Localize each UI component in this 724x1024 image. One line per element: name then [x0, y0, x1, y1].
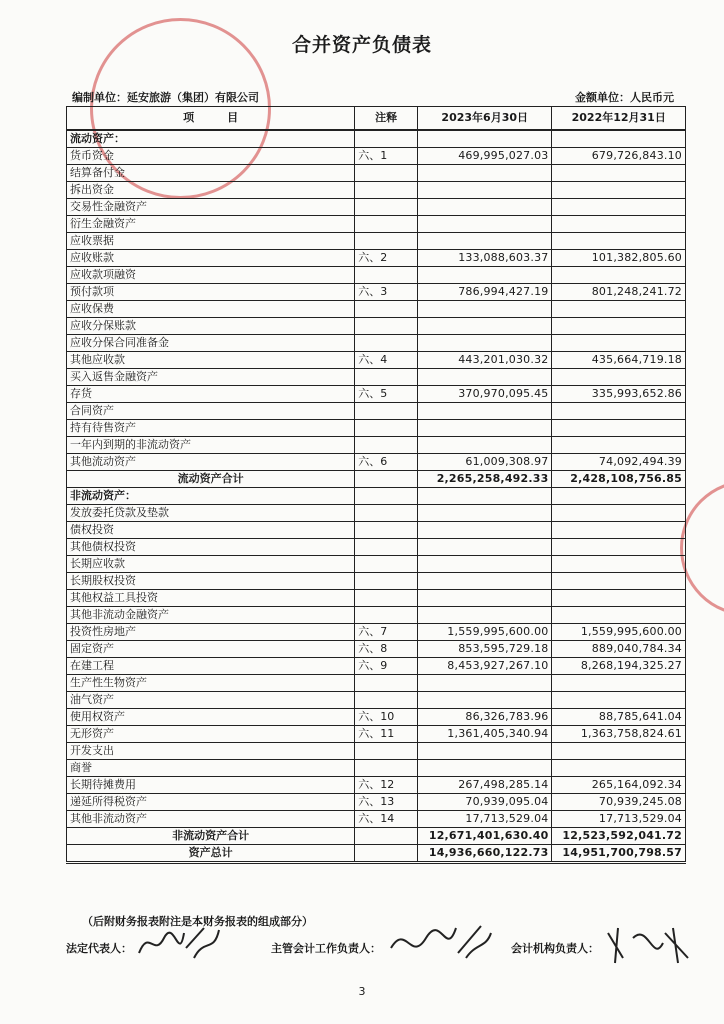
row-value-current: 86,326,783.96 — [417, 709, 552, 726]
row-value-current: 8,453,927,267.10 — [417, 658, 552, 675]
table-row — [67, 352, 686, 369]
row-item-label: 拆出资金 — [67, 182, 355, 199]
row-value-prior — [552, 590, 686, 607]
row-value-prior — [552, 182, 686, 199]
row-value-prior — [552, 488, 686, 505]
row-value-current — [417, 420, 552, 437]
row-note — [355, 165, 418, 182]
row-value-current — [417, 233, 552, 250]
table-row — [67, 760, 686, 777]
row-note: 六、8 — [355, 641, 418, 658]
row-item-label: 投资性房地产 — [67, 624, 355, 641]
legal-rep-signature — [66, 940, 132, 956]
partial-seal-stamp — [680, 480, 724, 616]
row-value-current — [417, 573, 552, 590]
row-note — [355, 573, 418, 590]
row-value-current — [417, 505, 552, 522]
row-note: 六、9 — [355, 658, 418, 675]
row-item-label: 应收分保账款 — [67, 318, 355, 335]
row-item-label: 在建工程 — [67, 658, 355, 675]
row-item-label: 非流动资产： — [67, 488, 355, 505]
table-row — [67, 403, 686, 420]
row-value-current: 1,361,405,340.94 — [417, 726, 552, 743]
table-row — [67, 641, 686, 658]
table-row — [67, 573, 686, 590]
row-note — [355, 437, 418, 454]
table-row — [67, 658, 686, 675]
table-row — [67, 165, 686, 182]
row-item-label: 应收款项融资 — [67, 267, 355, 284]
row-value-current: 2,265,258,492.33 — [417, 471, 552, 488]
table-row — [67, 556, 686, 573]
row-note — [355, 590, 418, 607]
row-item-label: 使用权资产 — [67, 709, 355, 726]
row-value-prior: 70,939,245.08 — [552, 794, 686, 811]
row-note — [355, 267, 418, 284]
row-note — [355, 828, 418, 845]
row-item-label: 债权投资 — [67, 522, 355, 539]
row-item-label: 长期待摊费用 — [67, 777, 355, 794]
row-value-current — [417, 165, 552, 182]
row-value-current — [417, 335, 552, 352]
table-row — [67, 709, 686, 726]
table-row — [67, 692, 686, 709]
row-item-label: 流动资产合计 — [67, 471, 355, 488]
row-item-label: 交易性金融资产 — [67, 199, 355, 216]
row-note — [355, 369, 418, 386]
row-value-prior — [552, 267, 686, 284]
row-value-current: 12,671,401,630.40 — [417, 828, 552, 845]
table-row — [67, 624, 686, 641]
table-row — [67, 811, 686, 828]
row-value-current — [417, 675, 552, 692]
row-value-current: 853,595,729.18 — [417, 641, 552, 658]
row-value-prior — [552, 369, 686, 386]
row-value-prior — [552, 505, 686, 522]
section-header-row — [67, 130, 686, 148]
row-item-label: 货币资金 — [67, 148, 355, 165]
table-header-row — [67, 107, 686, 131]
row-value-current — [417, 539, 552, 556]
table-row — [67, 794, 686, 811]
table-row — [67, 607, 686, 624]
row-item-label: 资产总计 — [67, 845, 355, 863]
row-item-label: 买入返售金融资产 — [67, 369, 355, 386]
row-value-prior — [552, 165, 686, 182]
row-value-current: 61,009,308.97 — [417, 454, 552, 471]
row-item-label: 一年内到期的非流动资产 — [67, 437, 355, 454]
row-item-label: 其他债权投资 — [67, 539, 355, 556]
row-value-prior: 101,382,805.60 — [552, 250, 686, 267]
table-row — [67, 318, 686, 335]
row-value-current — [417, 182, 552, 199]
row-item-label: 应收分保合同准备金 — [67, 335, 355, 352]
row-value-current — [417, 301, 552, 318]
table-row — [67, 233, 686, 250]
row-value-current: 469,995,027.03 — [417, 148, 552, 165]
row-value-current: 786,994,427.19 — [417, 284, 552, 301]
row-item-label: 固定资产 — [67, 641, 355, 658]
row-value-prior — [552, 607, 686, 624]
row-note: 六、7 — [355, 624, 418, 641]
row-item-label: 生产性生物资产 — [67, 675, 355, 692]
table-row — [67, 539, 686, 556]
preparing-entity: 编制单位：延安旅游（集团）有限公司 — [72, 91, 259, 104]
row-item-label: 长期股权投资 — [67, 573, 355, 590]
row-value-prior: 12,523,592,041.72 — [552, 828, 686, 845]
table-row — [67, 454, 686, 471]
row-value-prior — [552, 233, 686, 250]
table-row — [67, 284, 686, 301]
row-value-prior — [552, 539, 686, 556]
row-note — [355, 403, 418, 420]
table-row — [67, 420, 686, 437]
table-row — [67, 777, 686, 794]
row-value-prior — [552, 420, 686, 437]
row-note: 六、4 — [355, 352, 418, 369]
row-note — [355, 233, 418, 250]
row-value-prior — [552, 335, 686, 352]
row-note — [355, 539, 418, 556]
row-value-prior — [552, 301, 686, 318]
row-value-current — [417, 556, 552, 573]
row-item-label: 其他权益工具投资 — [67, 590, 355, 607]
row-value-prior: 679,726,843.10 — [552, 148, 686, 165]
row-value-current — [417, 743, 552, 760]
row-item-label: 商誉 — [67, 760, 355, 777]
table-row — [67, 505, 686, 522]
row-item-label: 应收保费 — [67, 301, 355, 318]
header-current-period: 2023年6月30日 — [417, 107, 552, 131]
row-note: 六、3 — [355, 284, 418, 301]
row-note — [355, 607, 418, 624]
row-note — [355, 199, 418, 216]
row-note — [355, 420, 418, 437]
row-value-current — [417, 437, 552, 454]
page-title: 合并资产负债表 — [291, 34, 432, 56]
row-value-current — [417, 403, 552, 420]
row-note: 六、14 — [355, 811, 418, 828]
row-value-prior: 265,164,092.34 — [552, 777, 686, 794]
row-item-label: 无形资产 — [67, 726, 355, 743]
row-item-label: 开发支出 — [67, 743, 355, 760]
row-item-label: 流动资产： — [67, 130, 355, 148]
row-note: 六、10 — [355, 709, 418, 726]
row-note: 六、2 — [355, 250, 418, 267]
row-value-current: 370,970,095.45 — [417, 386, 552, 403]
accounting-head-signature — [271, 940, 381, 956]
row-value-current — [417, 488, 552, 505]
accounting-dept-label: 会计机构负责人： — [511, 942, 599, 955]
row-item-label: 应收票据 — [67, 233, 355, 250]
row-note — [355, 675, 418, 692]
row-value-prior — [552, 675, 686, 692]
row-note — [355, 182, 418, 199]
row-note — [355, 216, 418, 233]
row-value-prior — [552, 318, 686, 335]
row-note: 六、12 — [355, 777, 418, 794]
table-row — [67, 148, 686, 165]
row-item-label: 持有待售资产 — [67, 420, 355, 437]
row-item-label: 其他应收款 — [67, 352, 355, 369]
row-value-current — [417, 369, 552, 386]
row-item-label: 预付款项 — [67, 284, 355, 301]
table-row — [67, 386, 686, 403]
row-value-prior — [552, 216, 686, 233]
table-row — [67, 369, 686, 386]
page-number: 3 — [358, 985, 366, 998]
row-note — [355, 301, 418, 318]
row-value-current: 1,559,995,600.00 — [417, 624, 552, 641]
table-row — [67, 590, 686, 607]
balance-sheet-table — [66, 106, 686, 864]
row-note: 六、11 — [355, 726, 418, 743]
row-value-current: 17,713,529.04 — [417, 811, 552, 828]
row-note — [355, 522, 418, 539]
row-value-prior — [552, 522, 686, 539]
table-row — [67, 522, 686, 539]
row-value-current — [417, 318, 552, 335]
row-value-current — [417, 199, 552, 216]
row-value-current: 443,201,030.32 — [417, 352, 552, 369]
row-item-label: 非流动资产合计 — [67, 828, 355, 845]
header-item: 项 目 — [67, 107, 355, 131]
row-value-current — [417, 267, 552, 284]
row-item-label: 油气资产 — [67, 692, 355, 709]
header-prior-period: 2022年12月31日 — [552, 107, 686, 131]
footnote: （后附财务报表附注是本财务报表的组成部分） — [82, 915, 313, 928]
row-value-prior: 74,092,494.39 — [552, 454, 686, 471]
row-item-label: 发放委托贷款及垫款 — [67, 505, 355, 522]
row-item-label: 其他非流动金融资产 — [67, 607, 355, 624]
table-row — [67, 743, 686, 760]
row-note — [355, 130, 418, 148]
table-row — [67, 216, 686, 233]
row-note — [355, 760, 418, 777]
legal-rep-handwritten-signature — [134, 918, 224, 968]
row-item-label: 结算备付金 — [67, 165, 355, 182]
row-value-prior — [552, 199, 686, 216]
row-value-prior: 335,993,652.86 — [552, 386, 686, 403]
row-note — [355, 471, 418, 488]
row-value-prior — [552, 573, 686, 590]
table-row — [67, 726, 686, 743]
row-value-prior — [552, 437, 686, 454]
row-item-label: 递延所得税资产 — [67, 794, 355, 811]
row-item-label: 其他非流动资产 — [67, 811, 355, 828]
row-note — [355, 335, 418, 352]
row-value-current — [417, 130, 552, 148]
row-value-prior: 435,664,719.18 — [552, 352, 686, 369]
row-value-prior — [552, 130, 686, 148]
header-note: 注释 — [355, 107, 418, 131]
row-value-current — [417, 216, 552, 233]
row-value-prior: 889,040,784.34 — [552, 641, 686, 658]
row-value-current: 133,088,603.37 — [417, 250, 552, 267]
accounting-dept-signature — [511, 940, 599, 956]
row-value-prior: 8,268,194,325.27 — [552, 658, 686, 675]
row-note — [355, 845, 418, 863]
row-value-current: 14,936,660,122.73 — [417, 845, 552, 863]
row-value-current — [417, 760, 552, 777]
accounting-head-handwritten-signature — [386, 918, 496, 968]
table-row — [67, 199, 686, 216]
section-header-row — [67, 488, 686, 505]
row-value-prior: 1,363,758,824.61 — [552, 726, 686, 743]
row-note — [355, 556, 418, 573]
row-note: 六、5 — [355, 386, 418, 403]
row-value-prior — [552, 692, 686, 709]
row-note — [355, 505, 418, 522]
subtotal-row — [67, 471, 686, 488]
row-item-label: 其他流动资产 — [67, 454, 355, 471]
table-row — [67, 437, 686, 454]
currency-unit: 金额单位：人民币元 — [575, 91, 674, 104]
row-note: 六、6 — [355, 454, 418, 471]
row-note: 六、13 — [355, 794, 418, 811]
row-item-label: 长期应收款 — [67, 556, 355, 573]
row-value-prior: 2,428,108,756.85 — [552, 471, 686, 488]
row-value-current: 267,498,285.14 — [417, 777, 552, 794]
table-row — [67, 335, 686, 352]
table-row — [67, 267, 686, 284]
row-value-prior: 14,951,700,798.57 — [552, 845, 686, 863]
row-item-label: 存货 — [67, 386, 355, 403]
row-note — [355, 318, 418, 335]
row-value-current: 70,939,095.04 — [417, 794, 552, 811]
legal-rep-label: 法定代表人： — [66, 942, 132, 955]
accounting-dept-handwritten-signature — [603, 918, 693, 968]
table-row — [67, 675, 686, 692]
accounting-head-label: 主管会计工作负责人： — [271, 942, 381, 955]
row-value-prior — [552, 760, 686, 777]
total-row — [67, 845, 686, 863]
row-value-current — [417, 522, 552, 539]
row-value-prior — [552, 556, 686, 573]
row-value-current — [417, 590, 552, 607]
table-row — [67, 182, 686, 199]
row-value-current — [417, 607, 552, 624]
row-item-label: 应收账款 — [67, 250, 355, 267]
table-row — [67, 250, 686, 267]
row-value-current — [417, 692, 552, 709]
row-value-prior: 17,713,529.04 — [552, 811, 686, 828]
row-value-prior: 801,248,241.72 — [552, 284, 686, 301]
row-note — [355, 488, 418, 505]
row-item-label: 合同资产 — [67, 403, 355, 420]
row-item-label: 衍生金融资产 — [67, 216, 355, 233]
row-note — [355, 692, 418, 709]
row-value-prior — [552, 743, 686, 760]
row-value-prior — [552, 403, 686, 420]
row-note — [355, 743, 418, 760]
row-note: 六、1 — [355, 148, 418, 165]
row-value-prior: 88,785,641.04 — [552, 709, 686, 726]
row-value-prior: 1,559,995,600.00 — [552, 624, 686, 641]
table-row — [67, 301, 686, 318]
subtotal-row — [67, 828, 686, 845]
